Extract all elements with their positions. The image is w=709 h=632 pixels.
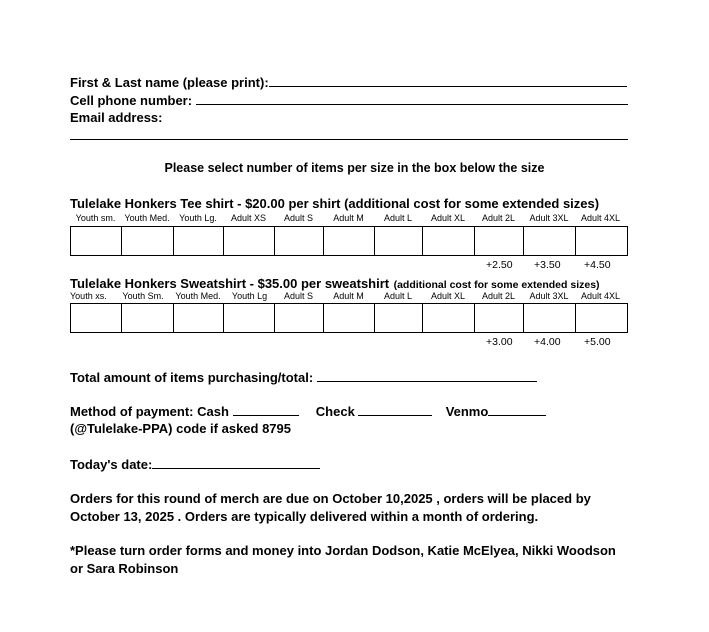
sweatshirt-qty-box[interactable] [524,304,576,332]
name-field[interactable] [269,74,627,87]
sweatshirt-qty-box[interactable] [324,304,375,332]
email-label: Email address: [70,110,163,125]
name-label: First & Last name (please print): [70,75,269,90]
sweatshirt-qty-box[interactable] [423,304,475,332]
total-row [70,369,537,385]
sweatshirt-quantity-grid [70,303,628,333]
tee-size-label: Adult M [333,213,364,223]
tee-qty-box[interactable] [375,227,423,255]
sweatshirt-qty-box[interactable] [375,304,423,332]
tee-size-label: Youth Lg. [179,213,217,223]
sweatshirt-extra-3xl: +4.00 [534,336,561,348]
tee-size-label: Adult XL [430,213,466,223]
tee-extra-2l: +2.50 [486,259,513,271]
sweatshirt-size-label: Adult 4XL [580,291,621,301]
sweatshirt-title-note: (additional cost for some extended sizes) [393,279,600,291]
sweatshirt-extra-4xl: +5.00 [584,336,611,348]
turn-in-line1: *Please turn order forms and money into Jordan Dodson, Katie McElyea, Nikki Woodson [70,543,616,558]
venmo-field[interactable] [488,403,546,416]
sweatshirt-qty-box[interactable] [71,304,122,332]
tee-qty-box[interactable] [71,227,122,255]
sweatshirt-size-label: Adult M [333,291,364,301]
cash-field[interactable] [233,403,299,416]
tee-size-label: Adult S [283,213,314,223]
tee-size-label: Adult XS [230,213,267,223]
tee-qty-box[interactable] [122,227,174,255]
payment-label: Method of payment: Cash [70,404,229,419]
tee-qty-box[interactable] [324,227,375,255]
sweatshirt-qty-box[interactable] [475,304,524,332]
sweatshirt-size-label: Youth Sm. [122,291,164,301]
tee-extra-3xl: +3.50 [534,259,561,271]
orders-note-line1: Orders for this round of merch are due on October 10,2025 , orders will be placed by [70,491,591,506]
tee-size-label: Adult L [383,213,413,223]
tee-extra-4xl: +4.50 [584,259,611,271]
tee-qty-box[interactable] [475,227,524,255]
sweatshirt-size-label: Adult XL [430,291,466,301]
tee-title: Tulelake Honkers Tee shirt - $20.00 per shirt (additional cost for some extended sizes) [70,196,600,211]
phone-row [70,92,628,108]
turn-in-line2: or Sara Robinson [70,561,179,576]
tee-size-label: Adult 2L [481,213,516,223]
check-label: Check [315,404,355,419]
sweatshirt-size-label: Adult 2L [481,291,516,301]
sweatshirt-qty-box[interactable] [275,304,324,332]
sweatshirt-extra-2l: +3.00 [486,336,513,348]
venmo-label: Venmo [445,404,489,419]
phone-field[interactable] [196,92,628,105]
tee-size-label: Adult 3XL [529,213,569,223]
payment-row [70,403,546,419]
sweatshirt-qty-box[interactable] [122,304,174,332]
tee-qty-box[interactable] [224,227,275,255]
tee-quantity-grid [70,226,628,256]
sweatshirt-size-label: Youth Med. [175,291,221,301]
tee-qty-box[interactable] [275,227,324,255]
tee-size-labels [70,213,626,223]
orders-note-line2: October 13, 2025 . Orders are typically delivered within a month of ordering. [70,509,539,524]
tee-qty-box[interactable] [423,227,475,255]
sweatshirt-size-label: Adult L [383,291,413,301]
sweatshirt-size-label: Adult 3XL [529,291,569,301]
sweatshirt-size-label: Adult S [283,291,314,301]
tee-size-label: Adult 4XL [580,213,621,223]
sweatshirt-size-label: Youth xs. [70,291,107,301]
sweatshirt-qty-box[interactable] [174,304,224,332]
sweatshirt-size-labels [70,291,626,301]
sweatshirt-qty-box[interactable] [576,304,627,332]
tee-qty-box[interactable] [174,227,224,255]
email-field[interactable] [70,139,628,140]
date-field[interactable] [152,456,320,469]
date-row [70,456,320,472]
name-row [70,74,627,90]
total-field[interactable] [317,369,537,382]
total-label: Total amount of items purchasing/total: [70,370,314,385]
instructions: Please select number of items per size in the box below the size [164,161,545,175]
check-field[interactable] [358,403,432,416]
sweatshirt-title-main: Tulelake Honkers Sweatshirt - $35.00 per sweatshirt [70,276,390,291]
tee-qty-box[interactable] [576,227,627,255]
date-label: Today's date: [70,457,153,472]
tee-size-label: Youth Med. [124,213,170,223]
sweatshirt-size-label: Youth Lg [231,291,268,301]
tee-qty-box[interactable] [524,227,576,255]
tee-size-label: Youth sm. [75,213,116,223]
sweatshirt-qty-box[interactable] [224,304,275,332]
venmo-handle: (@Tulelake-PPA) code if asked 8795 [70,421,291,436]
phone-label: Cell phone number: [70,93,193,108]
